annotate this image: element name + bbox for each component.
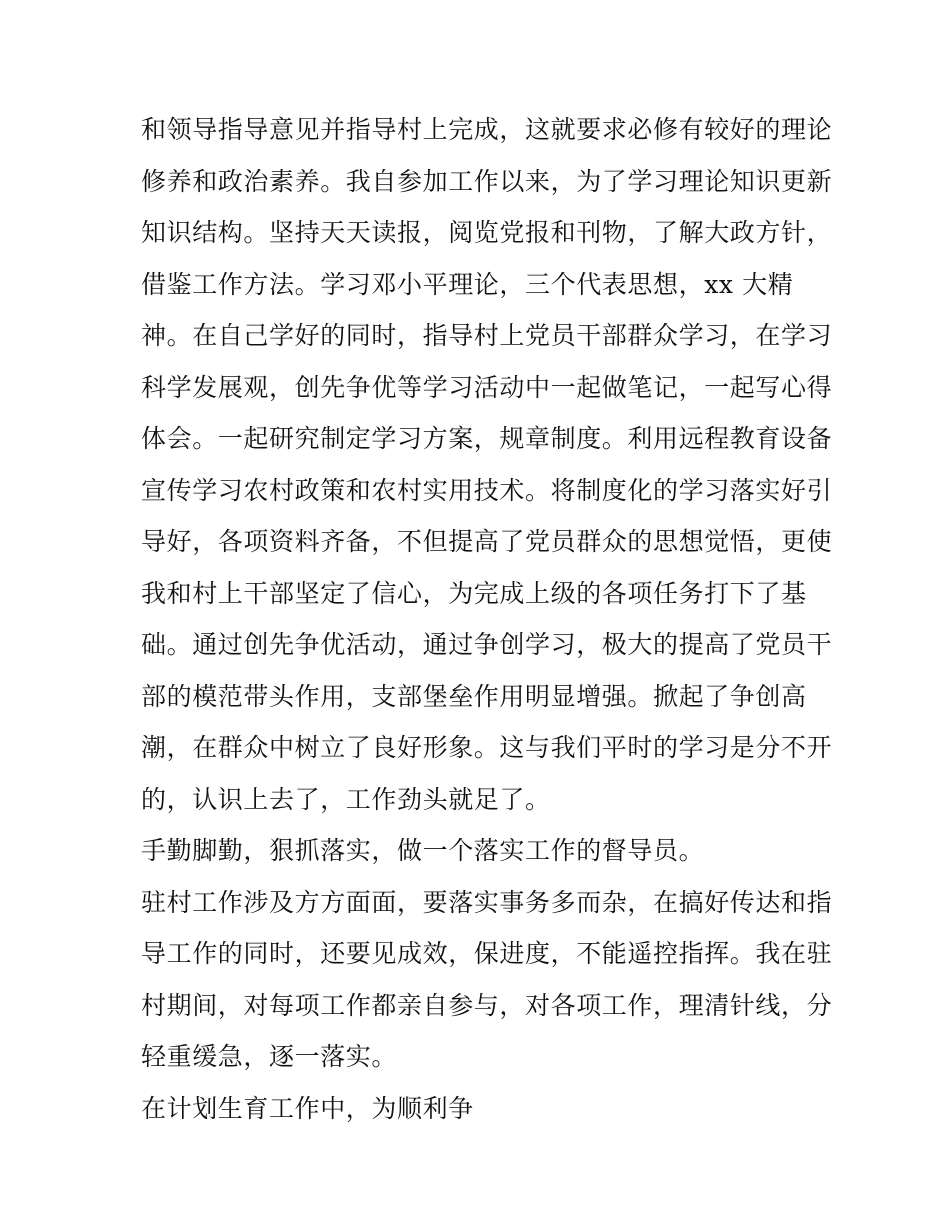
text-line: 驻村工作涉及方方面面，要落实事务多而杂，在搞好传达和指 xyxy=(141,887,833,917)
text-line: 借鉴工作方法。学习邓小平理论，三个代表思想，xx 大精 xyxy=(141,269,794,299)
text-line: 手勤脚勤，狠抓落实，做一个落实工作的督导员。 xyxy=(141,836,705,865)
text-line: 导好，各项资料齐备，不但提高了党员群众的思想觉悟，更使 xyxy=(141,527,833,556)
text-line: 科学发展观，创先争优等学习活动中一起做笔记，一起写心得 xyxy=(141,372,833,402)
text-line: 村期间，对每项工作都亲自参与，对各项工作，理清针线，分 xyxy=(141,990,833,1020)
text-line: 知识结构。坚持天天读报，阅览党报和刊物，了解大政方针， xyxy=(141,218,833,247)
text-line: 础。通过创先争优活动，通过争创学习，极大的提高了党员干 xyxy=(141,630,833,659)
text-line: 体会。一起研究制定学习方案，规章制度。利用远程教育设备 xyxy=(141,424,833,453)
text-line: 导工作的同时，还要见成效，保进度，不能遥控指挥。我在驻 xyxy=(141,939,833,968)
text-line: 神。在自己学好的同时，指导村上党员干部群众学习，在学习 xyxy=(141,321,833,350)
text-line: 部的模范带头作用，支部堡垒作用明显增强。掀起了争创高 xyxy=(141,681,807,711)
text-line: 轻重缓急，逐一落实。 xyxy=(141,1042,398,1071)
text-line: 和领导指导意见并指导村上完成，这就要求必修有较好的理论 xyxy=(141,115,833,144)
text-line: 修养和政治素养。我自参加工作以来，为了学习理论知识更新 xyxy=(141,166,833,196)
text-line: 潮，在群众中树立了良好形象。这与我们平时的学习是分不开 xyxy=(141,733,833,762)
text-line: 在计划生育工作中，为顺利争 xyxy=(141,1093,474,1123)
document-body xyxy=(141,104,833,1134)
text-line: 我和村上干部坚定了信心，为完成上级的各项任务打下了基 xyxy=(141,578,807,608)
text-line: 的，认识上去了，工作劲头就足了。 xyxy=(141,784,551,814)
text-line: 宣传学习农村政策和农村实用技术。将制度化的学习落实好引 xyxy=(141,475,833,505)
